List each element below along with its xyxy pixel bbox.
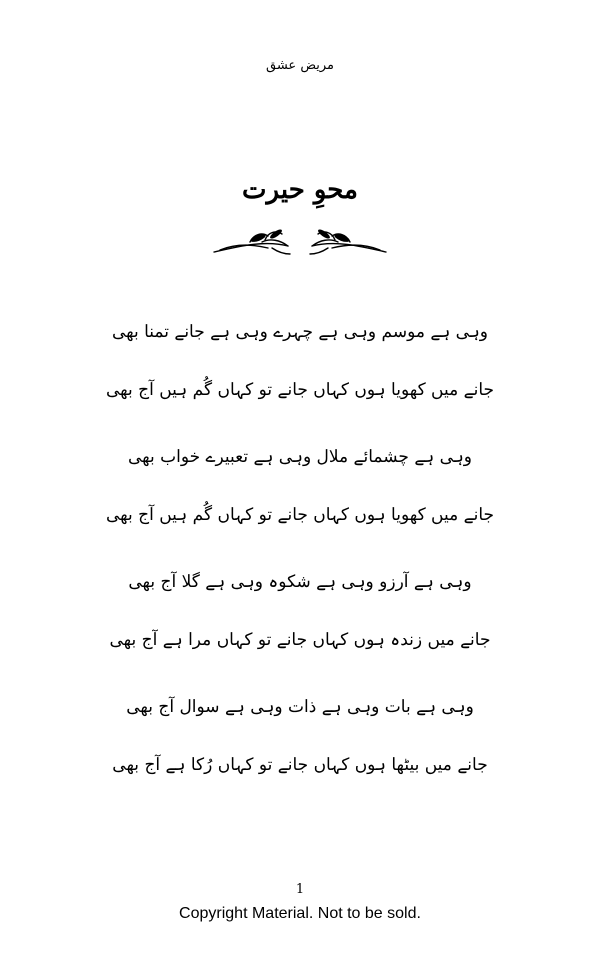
poem-title: محوِ حیرت [242,175,358,205]
verse-line: وہی ہے موسم وہی ہے چہرے وہی ہے جانے تمنا بھی [111,322,489,342]
stanza-4 [0,693,600,780]
page-number: 1 [295,882,305,897]
verse-line: جانے میں زندہ ہوں کہاں جانے تو کہاں مرا ہے آج بھی [109,630,491,650]
stanza-2 [0,443,600,530]
flourish-ornament-icon [210,222,390,262]
copyright-notice: Copyright Material. Not to be sold. [179,905,421,922]
verse-line: جانے میں کھویا ہوں کہاں جانے تو کہاں گُم ہیں آج بھی [105,380,495,400]
poem-body [0,318,600,818]
verse-line: جانے میں کھویا ہوں کہاں جانے تو کہاں گُم ہیں آج بھی [105,505,495,525]
running-header: مریض عشق [265,58,334,73]
stanza-3 [0,568,600,655]
stanza-1 [0,318,600,405]
verse-line: جانے میں بیٹھا ہوں کہاں جانے تو کہاں رُکا ہے آج بھی [112,755,488,775]
verse-line: وہی ہے چشمائے ملال وہی ہے تعبیرے خواب بھی [127,447,473,467]
verse-line: وہی ہے آرزو وہی ہے شکوہ وہی ہے گلا آج بھی [128,572,472,592]
verse-line: وہی ہے بات وہی ہے ذات وہی ہے سوال آج بھی [126,697,474,717]
